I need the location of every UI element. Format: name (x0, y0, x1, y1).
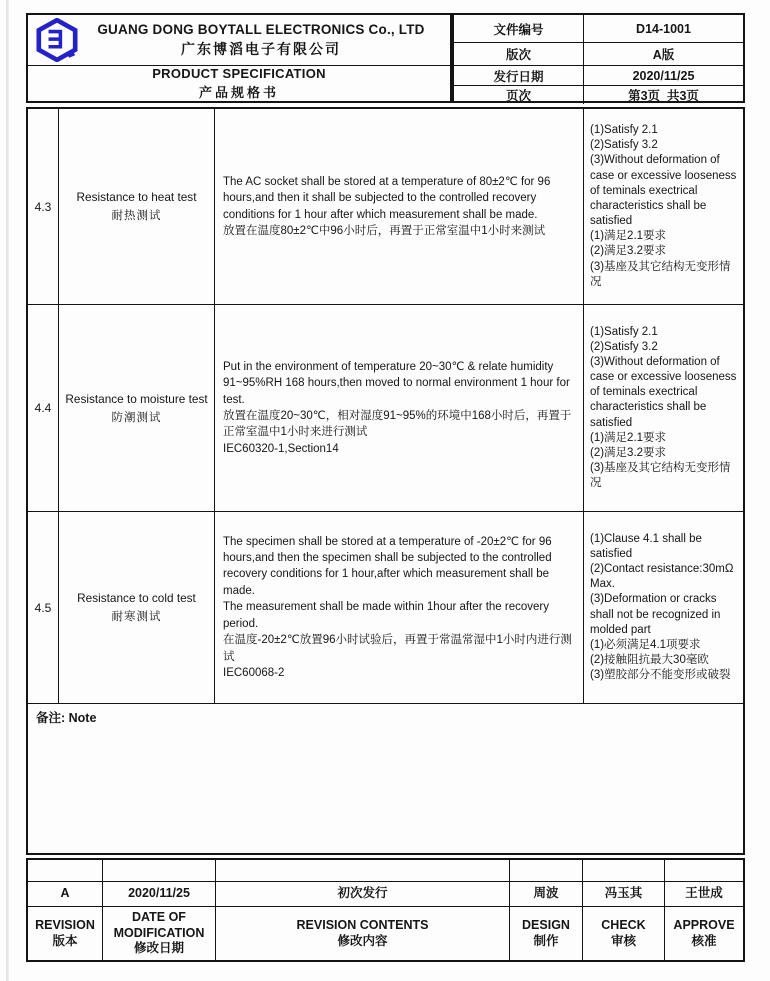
doc-number-value: D14-1001 (583, 15, 743, 42)
revision-table (26, 858, 745, 962)
note-section: 备注: Note (28, 703, 743, 853)
revision-empty-cell (664, 860, 743, 881)
revision-header-version: REVISION 版本 (28, 906, 102, 960)
company-box (28, 15, 450, 66)
spec-row-test-name (58, 511, 214, 703)
spec-row-criteria (583, 511, 743, 703)
doc-info-table (452, 13, 745, 103)
revision-empty-cell (215, 860, 509, 881)
spec-row-no: 4.4 (28, 304, 58, 511)
doc-version-value: A版 (583, 42, 743, 65)
revision-header-check: CHECK 审核 (582, 906, 664, 960)
spec-row-test-name (58, 304, 214, 511)
company-logo (28, 18, 86, 62)
spec-row-description (214, 511, 583, 703)
revision-empty-cell (509, 860, 582, 881)
issue-date-value: 2020/11/25 (583, 65, 743, 85)
description-text: Put in the environment of temperature 20~30℃ & relate humidity 91~95%RH 168 hours,then moved to normal environment 1 hour for test. 放置在温度20~30℃，相对湿度91~95%的环境中168小时后，再置于正常室温中1小时来进行测试 IEC60320-1,Section14 (223, 360, 572, 455)
spec-row-no: 4.5 (28, 511, 58, 703)
doc-version-label: 版次 (454, 42, 583, 65)
page-number-label: 页次 (454, 85, 583, 104)
criteria-text: (1)Clause 4.1 shall be satisfied (2)Contact resistance:30mΩ Max. (3)Deformation or cracks shall not be recognized in molded part (1)必须满足4.1项要求 (2)接触阻抗最大30毫欧 (3)塑胶部分不能变形或破裂 (590, 532, 734, 682)
document-title-en: PRODUCT SPECIFICATION (152, 66, 326, 81)
spec-row-test-name (58, 109, 214, 304)
criteria-text: (1)Satisfy 2.1 (2)Satisfy 3.2 (3)Without deformation of case or excessive looseness of teminals exectrical characteristics shall be satisfied (1)满足2.1要求 (2)满足3.2要求 (3)基座及其它结构无变形情况 (590, 325, 737, 490)
revision-entry-check: 冯玉其 (582, 881, 664, 906)
spec-row-description (214, 109, 583, 304)
test-name-en: Resistance to moisture test (65, 391, 208, 406)
hexagon-cube-logo-icon (34, 18, 80, 62)
revision-empty-cell (582, 860, 664, 881)
test-name-cn: 耐热测试 (111, 210, 162, 222)
revision-header-approve: APPROVE 核准 (664, 906, 743, 960)
header-company-block (26, 13, 452, 103)
revision-empty-cell (28, 860, 102, 881)
test-name-cn: 耐寒测试 (111, 611, 162, 623)
test-name-en: Resistance to cold test (77, 591, 196, 605)
revision-empty-cell (102, 860, 215, 881)
revision-header-date: DATE OF MODIFICATION 修改日期 (102, 906, 215, 960)
revision-header-contents: REVISION CONTENTS 修改内容 (215, 906, 509, 960)
scan-artifact-line (6, 0, 9, 981)
criteria-text: (1)Satisfy 2.1 (2)Satisfy 3.2 (3)Without deformation of case or excessive looseness of teminals exectrical characteristics shall be satisfied (1)满足2.1要求 (2)满足3.2要求 (3)基座及其它结构无变形情况 (590, 124, 737, 288)
issue-date-label: 发行日期 (454, 65, 583, 85)
spec-table (26, 107, 745, 855)
company-name-en: GUANG DONG BOYTALL ELECTRONICS Co., LTD (97, 21, 425, 37)
company-name (86, 22, 450, 59)
description-text: The specimen shall be stored at a temperature of -20±2℃ for 96 hours,and then the specimen shall be subjected to the controlled recovery conditions for 1 hour,after which measurement shall be made. The measurement shall be made within 1hour after the recovery period. 在温度-20±2℃放置96小时试验后，再置于常温常湿中1小时内进行测试 IEC60068-2 (223, 535, 572, 680)
spec-row-criteria (583, 109, 743, 304)
revision-entry-date: 2020/11/25 (102, 881, 215, 906)
company-name-cn: 广东博滔电子有限公司 (181, 40, 341, 57)
doc-number-label: 文件编号 (493, 22, 544, 37)
spec-row-no: 4.3 (34, 199, 52, 214)
revision-entry-approve: 王世成 (664, 881, 743, 906)
test-name-en: Resistance to heat test (76, 190, 197, 204)
document-title-cn: 产品规格书 (198, 85, 279, 100)
revision-header-design: DESIGN 制作 (509, 906, 582, 960)
spec-row-description (214, 304, 583, 511)
revision-entry-contents: 初次发行 (215, 881, 509, 906)
test-name-cn: 防潮测试 (111, 411, 162, 424)
page-number-value: 第3页 共3页 (583, 85, 743, 104)
description-text: The AC socket shall be stored at a temperature of 80±2℃ for 96 hours,and then it shall be subjected to the controlled recovery conditions for 1 hour after which measurement shall be made. 放置在温度80±2℃中96小时后，再置于正常室温中1小时来测试 (223, 175, 551, 237)
revision-entry-version: A (28, 881, 102, 906)
revision-entry-design: 周波 (509, 881, 582, 906)
document-title-box (28, 66, 450, 101)
spec-row-criteria (583, 304, 743, 511)
